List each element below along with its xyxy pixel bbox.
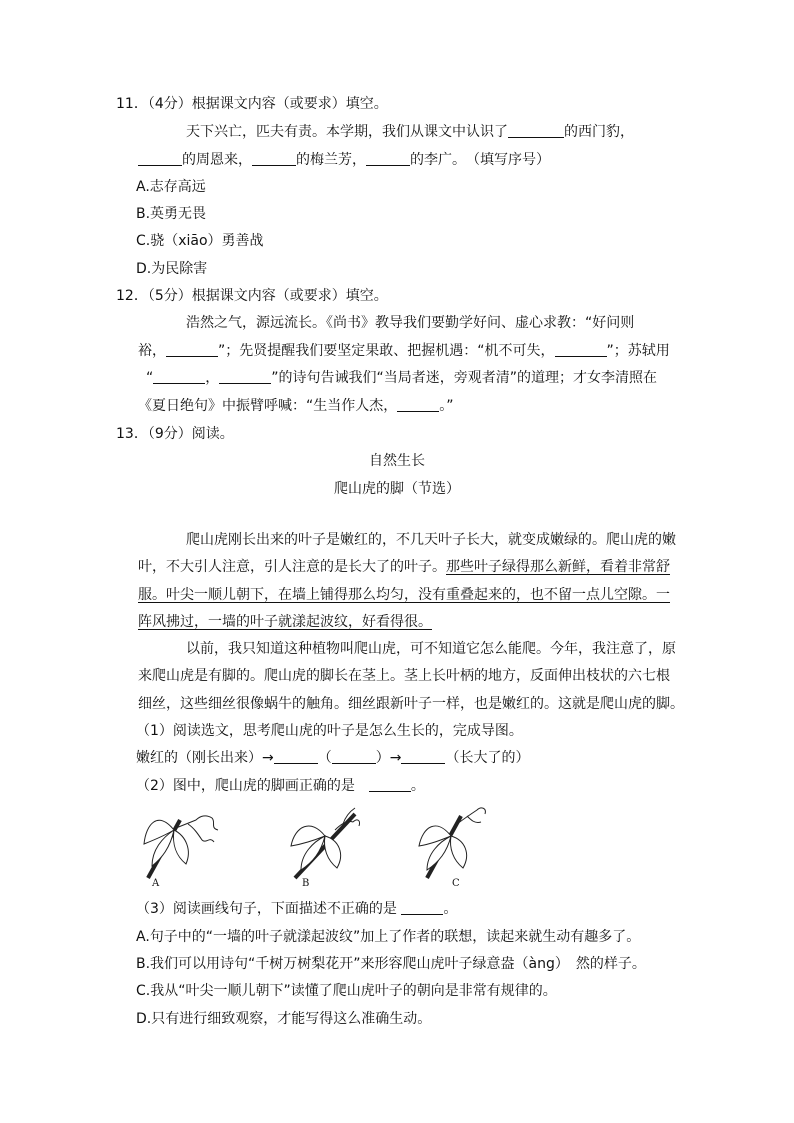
passage-title: 自然生长 <box>369 453 425 469</box>
ivy-figure-b <box>285 800 385 880</box>
q12-text: ”的诗句告诫我们“当局者迷，旁观者清”的道理；才女李清照在 <box>271 370 658 386</box>
q11-text: 的西门豹， <box>564 124 634 140</box>
answer-blank[interactable] <box>219 369 271 384</box>
sub-question-1: （1）阅读选文，思考爬山虎的叶子是怎么生长的，完成导图。 <box>136 723 523 739</box>
flow-text: ）→ <box>375 750 402 766</box>
passage-subtitle: 爬山虎的脚（节选） <box>334 481 460 497</box>
q11-text: 的李广。 （填写序号） <box>410 152 550 168</box>
passage-line: 爬山虎刚长出来的叶子是嫩红的，不几天叶子长大，就变成嫩绿的。爬山虎的嫩 <box>186 532 676 548</box>
passage-line: 以前，我只知道这种植物叫爬山虎，可不知道它怎么能爬。今年，我注意了，原 <box>186 641 676 657</box>
q11-option-c: C.骁（xiāo）勇善战 <box>136 233 264 249</box>
q11-text: 天下兴亡，匹夫有责。本学期，我们从课文中认识了 <box>186 124 508 140</box>
q11-option-d: D.为民除害 <box>136 261 208 277</box>
answer-blank[interactable] <box>555 342 607 357</box>
flow-text: （长大了的） <box>445 750 530 766</box>
answer-blank[interactable] <box>274 749 318 764</box>
q12-line3 <box>146 368 657 388</box>
answer-blank[interactable] <box>366 151 410 166</box>
question-text: 。 <box>443 901 458 917</box>
q11-option-a: A.志存高远 <box>136 179 206 195</box>
question-text: （3）阅读画线句子，下面描述不正确的是 <box>136 901 402 917</box>
ivy-figure-a <box>140 800 240 880</box>
q11-text: 的周恩来， <box>182 152 252 168</box>
q13-option-c: C.我从“叶尖一顺儿朝下”读懂了爬山虎叶子的朝向是非常有规律的。 <box>136 983 557 999</box>
q13-option-a: A.句子中的“一墙的叶子就漾起波纹”加上了作者的联想，读起来就生动有趣多了。 <box>136 929 641 945</box>
q12-line2 <box>138 341 670 361</box>
q13-option-d: D.只有进行细致观察，才能写得这么准确生动。 <box>136 1011 432 1027</box>
q12-line1: 浩然之气，源远流长。《尚书》教导我们要勤学好问、虚心求教：“好问则 <box>186 315 635 331</box>
sub-question-3 <box>136 899 457 919</box>
answer-blank[interactable] <box>138 151 182 166</box>
passage-line <box>138 557 670 577</box>
answer-blank[interactable] <box>153 369 205 384</box>
question-text: 。 <box>410 778 425 794</box>
q13-heading: 13．（9分）阅读。 <box>116 426 234 442</box>
q12-text: 。” <box>439 398 454 414</box>
figure-label-a: A <box>152 878 160 889</box>
answer-blank[interactable] <box>401 900 443 915</box>
q11-line2 <box>138 150 550 170</box>
q11-text: 的梅兰芳， <box>296 152 366 168</box>
q12-text: ”；苏轼用 <box>606 343 670 359</box>
q12-text: 《夏日绝句》中振臂呼喊：“生当作人杰， <box>138 398 398 414</box>
underlined-sentence: 那些叶子绿得那么新鲜，看着非常舒 <box>446 559 670 575</box>
q11-line1 <box>186 122 634 142</box>
answer-blank[interactable] <box>397 397 439 412</box>
flow-text: （ <box>317 750 332 766</box>
figure-label-b: B <box>302 878 310 889</box>
q13-option-b: B.我们可以用诗句“千树万树梨花开”来形容爬山虎叶子绿意盎（àng） 然的样子。 <box>136 956 646 972</box>
q12-text: ”；先贤提醒我们要坚定果敢、把握机遇：“机不可失， <box>218 343 555 359</box>
flow-diagram <box>136 748 529 768</box>
passage-text: 叶，不大引人注意，引人注意的是长大了的叶子。 <box>138 559 446 575</box>
q11-heading: 11．（4分）根据课文内容（或要求）填空。 <box>116 96 388 112</box>
answer-blank[interactable] <box>252 151 296 166</box>
question-text: （2）图中，爬山虎的脚画正确的是 <box>136 778 369 794</box>
underlined-sentence: 服。叶尖一顺儿朝下，在墙上铺得那么均匀，没有重叠起来的，也不留一点儿空隙。一 <box>138 587 670 603</box>
q12-text: “ <box>146 370 154 386</box>
ivy-figure-c <box>415 800 515 880</box>
q12-line4 <box>138 396 454 416</box>
answer-blank[interactable] <box>401 749 445 764</box>
flow-text: 嫩红的（刚长出来）→ <box>136 750 274 766</box>
passage-line: 来爬山虎是有脚的。爬山虎的脚长在茎上。茎上长叶柄的地方，反面伸出枝状的六七根 <box>138 668 670 684</box>
answer-blank[interactable] <box>508 123 564 138</box>
passage-line: 细丝，这些细丝很像蜗牛的触角。细丝跟新叶子一样，也是嫩红的。这就是爬山虎的脚。 <box>138 696 684 712</box>
answer-blank[interactable] <box>369 777 411 792</box>
answer-blank[interactable] <box>166 342 218 357</box>
q11-option-b: B.英勇无畏 <box>136 206 207 222</box>
q12-text: ， <box>205 370 220 386</box>
figure-label-c: C <box>452 878 460 889</box>
sub-question-2 <box>136 776 425 796</box>
q12-text: 裕， <box>138 343 166 359</box>
q12-heading: 12．（5分）根据课文内容（或要求）填空。 <box>116 288 388 304</box>
answer-blank[interactable] <box>332 749 376 764</box>
underlined-sentence: 阵风拂过，一墙的叶子就漾起波纹，好看得很。 <box>138 614 432 630</box>
